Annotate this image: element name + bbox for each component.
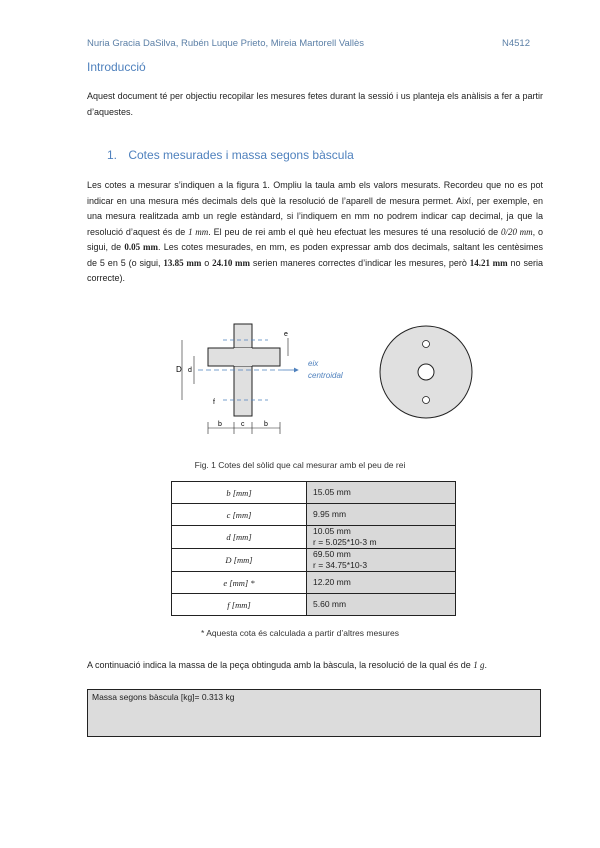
row-value: 69.50 mm r = 34.75*10-3 <box>307 549 456 572</box>
math-run: 1 g <box>473 660 485 670</box>
text-run: , o sigui, de <box>87 226 544 252</box>
math-run: 0.05 mm <box>124 242 159 252</box>
row-value: 15.05 mm <box>307 482 456 504</box>
label-b-right: b <box>264 421 268 428</box>
math-run: 24.10 mm <box>212 257 250 268</box>
math-run: 0/20 mm <box>500 226 533 237</box>
header-code: N4512 <box>502 38 530 49</box>
table-row <box>172 594 456 616</box>
bottom-hole <box>423 397 430 404</box>
text-run: A continuació indica la massa de la peça obtinguda amb la bàscula, la resolució de la qual és de <box>87 660 474 670</box>
text-run: . El peu de rei amb el què heu efectuat les mesures té una resolució de <box>208 226 501 237</box>
mass-intro <box>87 660 487 670</box>
row-value: 10.05 mm r = 5.025*10-3 m <box>307 526 456 549</box>
table-row <box>172 482 456 504</box>
measurements-table <box>171 481 456 616</box>
label-d: d <box>188 367 192 374</box>
text-run: . <box>484 660 488 670</box>
row-label: f [mm] <box>172 594 307 616</box>
label-f: f <box>213 399 215 406</box>
axis-label-line1: eix <box>308 359 319 368</box>
table-row <box>172 526 456 549</box>
label-e: e <box>284 331 288 338</box>
label-c: c <box>241 421 245 428</box>
label-b-left: b <box>218 421 222 428</box>
section-number: 1. <box>107 148 118 162</box>
table-footnote: * Aquesta cota és calculada a partir d’altres mesures <box>201 628 399 638</box>
section-1-heading <box>107 148 354 162</box>
math-run: 14.21 mm <box>469 257 508 268</box>
top-hole <box>423 341 430 348</box>
row-label: e [mm] * <box>172 572 307 594</box>
figure-caption: Fig. 1 Cotes del sòlid que cal mesurar amb el peu de rei <box>194 460 406 470</box>
row-label: D [mm] <box>172 549 307 572</box>
row-value: 5.60 mm <box>307 594 456 616</box>
axis-label-line2: centroidal <box>308 371 343 380</box>
intro-heading: Introducció <box>87 60 146 74</box>
math-run: 1 mm <box>188 226 209 237</box>
text-run: o <box>201 257 213 268</box>
text-run: . Les cotes mesurades, en mm, es poden expressar amb dos decimals, saltant les centèsimes de 5 en 5 (o sigui, <box>87 242 543 268</box>
row-value: 9.95 mm <box>307 504 456 526</box>
text-run: no seria correcte). <box>87 257 543 283</box>
section-title: Cotes mesurades i massa segons bàscula <box>128 148 354 162</box>
row-label: c [mm] <box>172 504 307 526</box>
row-value: 12.20 mm <box>307 572 456 594</box>
label-D: D <box>176 365 182 374</box>
center-hole <box>418 364 434 380</box>
math-run: 13.85 mm <box>163 257 202 268</box>
mass-answer-box[interactable]: Massa segons bàscula [kg]= 0.313 kg <box>87 689 541 737</box>
section-1-paragraph <box>87 178 543 287</box>
text-run: serien maneres correctes d’indicar les mesures, però <box>250 257 470 268</box>
header-authors: Nuria Gracia DaSilva, Rubén Luque Prieto, Mireia Martorell Vallès <box>87 38 365 49</box>
table-row <box>172 504 456 526</box>
row-label: d [mm] <box>172 526 307 549</box>
solid-dimensions-figure <box>168 318 478 438</box>
table-row <box>172 549 456 572</box>
table-row <box>172 572 456 594</box>
text-run: Les cotes a mesurar s’indiquen a la figura 1. Ompliu la taula amb els valors mesurats. Recordeu que no es pot indicar en una mesura més decimals dels què la resolució de l’aparell de mesura permet. Així, per exemple, en una mesura realitzada amb un regle estàndard, si l’indiquem en mm no podrem indicar cap decimal, ja que la resolució d’aquest és de <box>87 180 543 237</box>
intro-paragraph: Aquest document té per objectiu recopilar les mesures fetes durant la sessió i us planteja els anàlisis a fer a partir d’aquestes. <box>87 91 543 117</box>
row-label: b [mm] <box>172 482 307 504</box>
